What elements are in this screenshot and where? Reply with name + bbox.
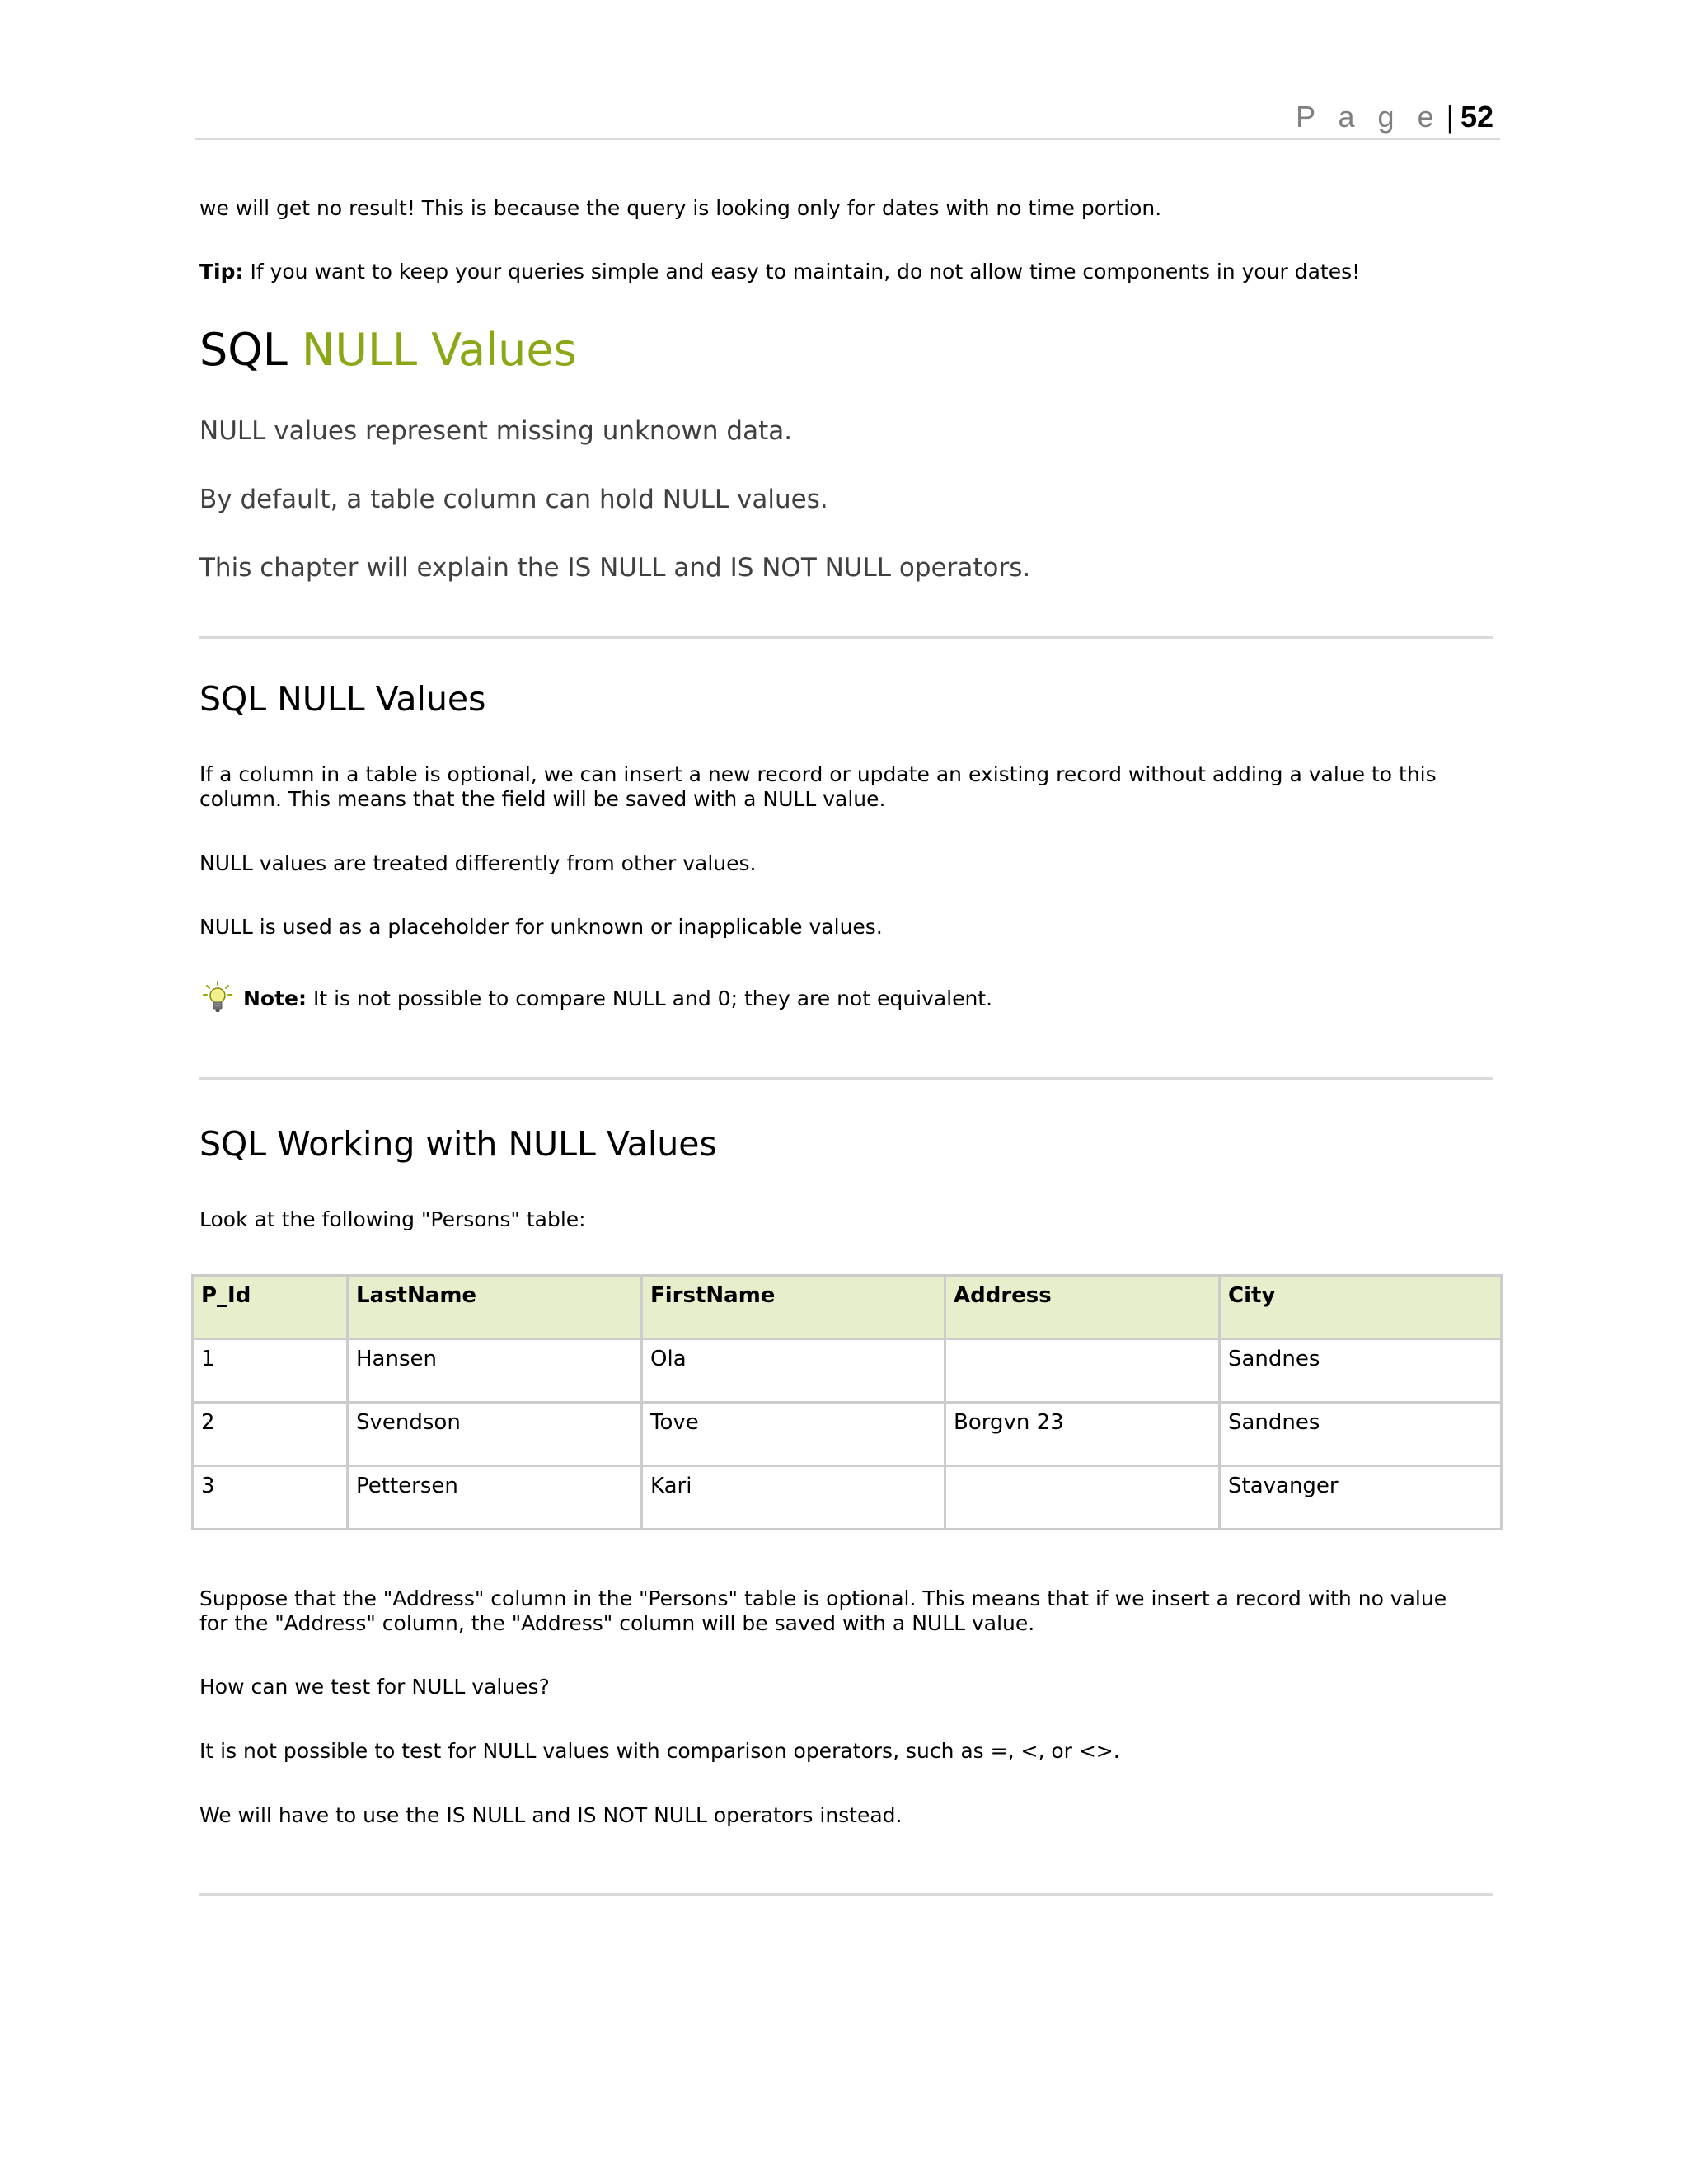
- paragraph-optional-column: [199, 762, 1437, 812]
- chapter-title-prefix: SQL: [199, 324, 288, 376]
- table-cell: Kari: [642, 1466, 945, 1530]
- chapter-title: [199, 324, 577, 377]
- table-cell: Borgvn 23: [945, 1403, 1220, 1466]
- page-header: [195, 91, 1500, 140]
- column-header: FirstName: [642, 1276, 945, 1339]
- paragraph-line: If a column in a table is optional, we can insert a new record or update an existing record without adding a value to this: [199, 762, 1437, 786]
- paragraph-how-to-test: How can we test for NULL values?: [199, 1675, 550, 1699]
- table-cell: Sandnes: [1220, 1339, 1502, 1403]
- intro-line-3: This chapter will explain the IS NULL and IS NOT NULL operators.: [199, 553, 1031, 583]
- table-cell: [945, 1466, 1220, 1530]
- paragraph-treated-differently: NULL values are treated differently from other values.: [199, 851, 757, 875]
- table-row: [193, 1403, 1502, 1466]
- paragraph-comparison-operators: It is not possible to test for NULL values with comparison operators, such as =, <, or <>.: [199, 1739, 1120, 1763]
- intro-line-1: NULL values represent missing unknown data.: [199, 416, 793, 446]
- table-cell: Svendson: [348, 1403, 642, 1466]
- note-paragraph: [243, 987, 992, 1011]
- page-separator: |: [1446, 100, 1454, 134]
- table-lead-text: Look at the following "Persons" table:: [199, 1207, 586, 1231]
- section-divider: [199, 636, 1493, 639]
- tip-label: Tip:: [199, 260, 244, 284]
- tip-text: If you want to keep your queries simple and easy to maintain, do not allow time components in your dates!: [250, 260, 1361, 284]
- table-cell: 2: [193, 1403, 348, 1466]
- note-text: It is not possible to compare NULL and 0; they are not equivalent.: [312, 987, 993, 1010]
- page-number-label: [1296, 99, 1493, 135]
- page-word: P a g e: [1296, 100, 1442, 134]
- table-cell: Ola: [642, 1339, 945, 1403]
- table-cell: Tove: [642, 1403, 945, 1466]
- table-cell: 1: [193, 1339, 348, 1403]
- table-cell: Pettersen: [348, 1466, 642, 1530]
- lightbulb-icon: [203, 981, 232, 1014]
- column-header: City: [1220, 1276, 1502, 1339]
- column-header: LastName: [348, 1276, 642, 1339]
- continuation-text: we will get no result! This is because the query is looking only for dates with no time portion.: [199, 196, 1162, 220]
- table-cell: Stavanger: [1220, 1466, 1502, 1530]
- intro-line-2: By default, a table column can hold NULL values.: [199, 485, 828, 514]
- column-header: Address: [945, 1276, 1220, 1339]
- table-cell: Sandnes: [1220, 1403, 1502, 1466]
- paragraph-line: column. This means that the field will be saved with a NULL value.: [199, 787, 886, 811]
- chapter-title-accent: NULL Values: [302, 324, 577, 376]
- section-divider: [199, 1893, 1493, 1896]
- table-cell: [945, 1339, 1220, 1403]
- note-label: Note:: [243, 987, 307, 1010]
- paragraph-is-null-operators: We will have to use the IS NULL and IS NOT NULL operators instead.: [199, 1803, 903, 1827]
- table-row: [193, 1339, 1502, 1403]
- paragraph-line: for the "Address" column, the "Address" column will be saved with a NULL value.: [199, 1611, 1035, 1635]
- page-number: 52: [1460, 100, 1493, 134]
- paragraph-address-optional: [199, 1586, 1447, 1636]
- persons-table: [191, 1274, 1503, 1530]
- tip-paragraph: [199, 260, 1360, 284]
- column-header: P_Id: [193, 1276, 348, 1339]
- section-title-null-values: SQL NULL Values: [199, 679, 486, 719]
- paragraph-placeholder: NULL is used as a placeholder for unknown or inapplicable values.: [199, 915, 883, 939]
- table-cell: 3: [193, 1466, 348, 1530]
- table-cell: Hansen: [348, 1339, 642, 1403]
- table-header-row: [193, 1276, 1502, 1339]
- section-title-working-with-null: SQL Working with NULL Values: [199, 1124, 717, 1164]
- table-row: [193, 1466, 1502, 1530]
- section-divider: [199, 1077, 1493, 1080]
- paragraph-line: Suppose that the "Address" column in the "Persons" table is optional. This means that if we insert a record with no value: [199, 1586, 1447, 1610]
